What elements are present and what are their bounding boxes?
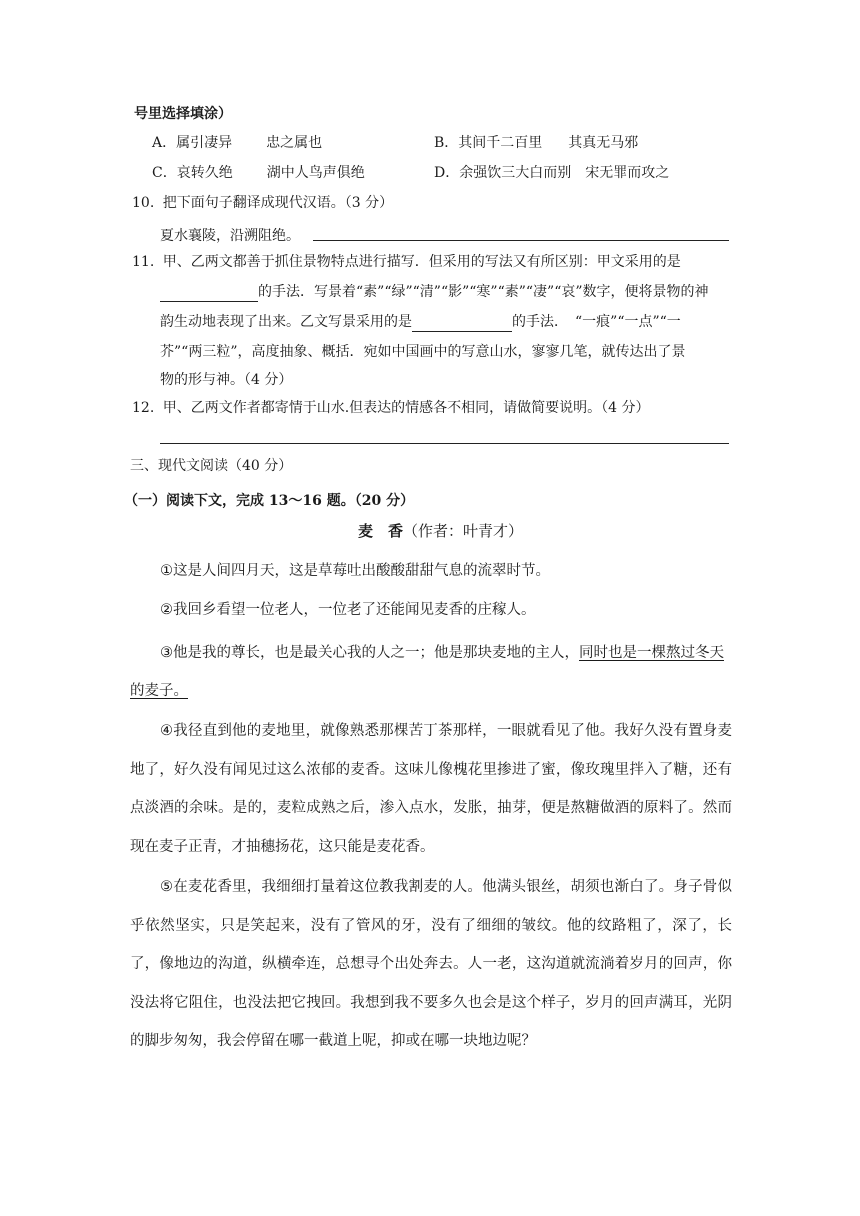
question-text: 甲、乙两文作者都寄情于山水.但表达的情感各不相同，请做简要说明。（4 分） (162, 400, 650, 416)
article-title: 麦 香 (358, 522, 404, 540)
option-text: 忠之属也 (266, 135, 323, 151)
q10-sentence: 夏水襄陵，沿溯阻绝。 (160, 228, 300, 244)
q11-line-4: 芥”“两三粒”，高度抽象、概括．宛如中国画中的写意山水，寥寥几笔，就传达出了景 (160, 344, 686, 360)
question-text: 把下面句子翻译成现代汉语。（3 分） (162, 195, 394, 211)
article-paragraph-2: ②我回乡看望一位老人，一位老了还能闻见麦香的庄稼人。 (160, 602, 536, 618)
q9-option-b (434, 133, 638, 153)
option-text: 其间千二百里 (458, 135, 543, 151)
section-heading: 三、现代文阅读（40 分） (130, 458, 293, 474)
question-number: 10. (132, 195, 155, 211)
sub-section-heading: （一）阅读下文，完成 13～16 题。（20 分） (124, 493, 415, 509)
q12-prompt (132, 398, 650, 418)
q9-prompt-tail: 号里选择填涂） (134, 106, 232, 122)
option-text: 余强饮三大白而别 (459, 165, 572, 181)
option-text: 属引凄异 (176, 135, 233, 151)
q10-answer-line[interactable] (313, 240, 729, 241)
q9-option-d (434, 163, 669, 183)
article-author: （作者：叶青才） (403, 522, 524, 540)
article-paragraph-1: ①这是人间四月天，这是草莓吐出酸酸甜甜气息的流翠时节。 (160, 563, 550, 579)
option-label: B． (434, 135, 459, 151)
q11-blank-2[interactable] (412, 315, 512, 332)
question-text: 韵生动地表现了出来。乙文写景采用的是 (160, 314, 412, 330)
paragraph-text: ③他是我的尊长，也是最关心我的人之一；他是那块麦地的主人， (160, 645, 579, 661)
question-number: 11. (132, 254, 155, 270)
article-paragraph-3 (130, 634, 732, 710)
article-paragraph-4: ④我径直到他的麦地里，就像熟悉那棵苦丁茶那样，一眼就看见了他。我好久没有置身麦地了，好久没有闻见过这么浓郁的麦香。这味儿像槐花里掺进了蜜，像玫瑰里拌入了糖，还有点淡酒的余味。是的，麦粒成熟之后，渗入点水，发胀，抽芽，便是熬糖做酒的原料了。然而现在麦子正青，才抽穗扬花，这只能是麦花香。 (130, 723, 732, 855)
article-paragraph-5: ⑤在麦花香里，我细细打量着这位教我割麦的人。他满头银丝，胡须也渐白了。身子骨似乎依然坚实，只是笑起来，没有了管风的牙，没有了细细的皱纹。他的纹路粗了，深了，长了，像地边的沟道，纵横牵连，总想寻个出处奔去。人一老，这沟道就流淌着岁月的回声，你没法将它阻住，也没法把它拽回。我想到我不要多久也会是这个样子，岁月的回声满耳，光阴的脚步匆匆，我会停留在哪一截道上呢，抑或在哪一块地边呢？ (130, 879, 732, 1049)
question-text: 的手法．写景着“素”“绿”“清”“影”“寒”“素”“凄”“哀”数字，便将景物的神 (258, 284, 709, 300)
article-title-line (358, 521, 523, 541)
q10-prompt (132, 193, 393, 213)
question-text: 甲、乙两文都善于抓住景物特点进行描写．但采用的写法又有所区别：甲文采用的是 (162, 254, 681, 270)
option-label: D． (434, 165, 460, 181)
q11-line-2 (160, 282, 709, 302)
option-text: 哀转久绝 (176, 165, 233, 181)
q9-option-a (152, 133, 322, 153)
option-label: C． (152, 165, 177, 181)
q12-answer-line[interactable] (160, 443, 729, 444)
question-number: 12. (132, 400, 155, 416)
question-text: 的手法． “一痕”“一点”“一 (512, 314, 681, 330)
q11-line-3 (160, 312, 681, 332)
underlined-sentence: 同时也是一棵熬过冬天的麦子。 (130, 645, 724, 699)
option-text: 其真无马邪 (568, 135, 639, 151)
q9-option-c (152, 163, 365, 183)
option-text: 湖中人鸟声俱绝 (266, 165, 365, 181)
q11-line-1 (132, 252, 681, 272)
q11-blank-1[interactable] (160, 285, 258, 302)
option-label: A． (152, 135, 177, 151)
q11-line-5: 物的形与神。（4 分） (160, 372, 293, 388)
option-text: 宋无罪而攻之 (585, 165, 670, 181)
